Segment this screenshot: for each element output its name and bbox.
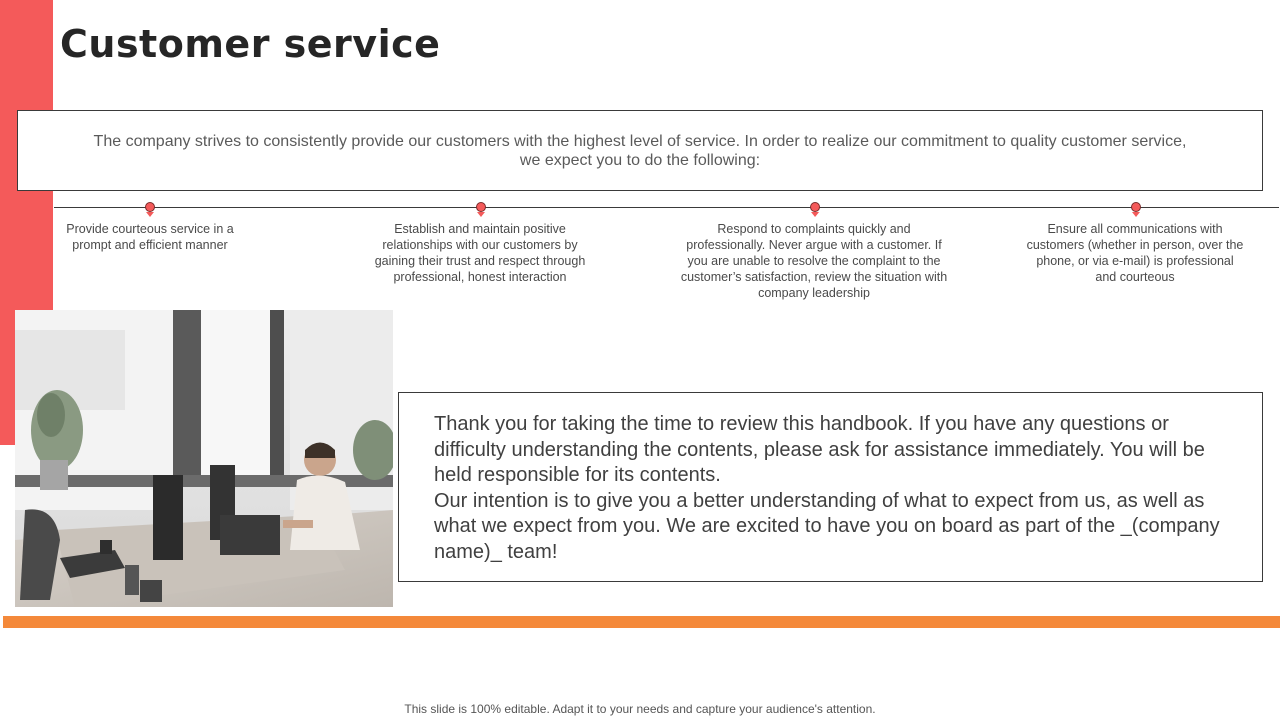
orange-divider-bar — [3, 616, 1280, 628]
message-paragraph-1: Thank you for taking the time to review this handbook. If you have any questions or difficulty understanding the contents, please ask for assistance immediately. You will be held responsible for its contents. — [434, 413, 1205, 486]
point-item-2: Establish and maintain positive relationships with our customers by gaining their trust and respect through professional, honest interaction — [374, 222, 586, 284]
message-paragraph-2: Our intention is to give you a better understanding of what to expect from us, as well as what we expect from you. We are excited to have you on board as part of the _(company name)_ team! — [434, 489, 1220, 563]
point-item-3: Respond to complaints quickly and professionally. Never argue with a customer. If you are unable to resolve the complaint to the customer’s satisfaction, review the situation with company leadership — [680, 222, 948, 300]
timeline-marker-icon — [810, 202, 820, 218]
slide-title: Customer service — [60, 22, 441, 66]
point-item-1: Provide courteous service in a prompt and efficient manner — [66, 222, 234, 252]
office-photo — [15, 310, 393, 607]
message-text — [434, 412, 1234, 565]
intro-text: The company strives to consistently provide our customers with the highest level of service. In order to realize our commitment to quality customer service, we expect you to do the following: — [93, 132, 1187, 169]
footer-note: This slide is 100% editable. Adapt it to your needs and capture your audience's attention. — [404, 702, 876, 716]
point-item-4: Ensure all communications with customers (whether in person, over the phone, or via e-mail) is professional and courteous — [1026, 222, 1244, 284]
timeline-marker-icon — [145, 202, 155, 218]
timeline-marker-icon — [476, 202, 486, 218]
timeline-line — [54, 207, 1279, 208]
timeline-marker-icon — [1131, 202, 1141, 218]
message-box — [398, 392, 1263, 582]
intro-box — [17, 110, 1263, 191]
